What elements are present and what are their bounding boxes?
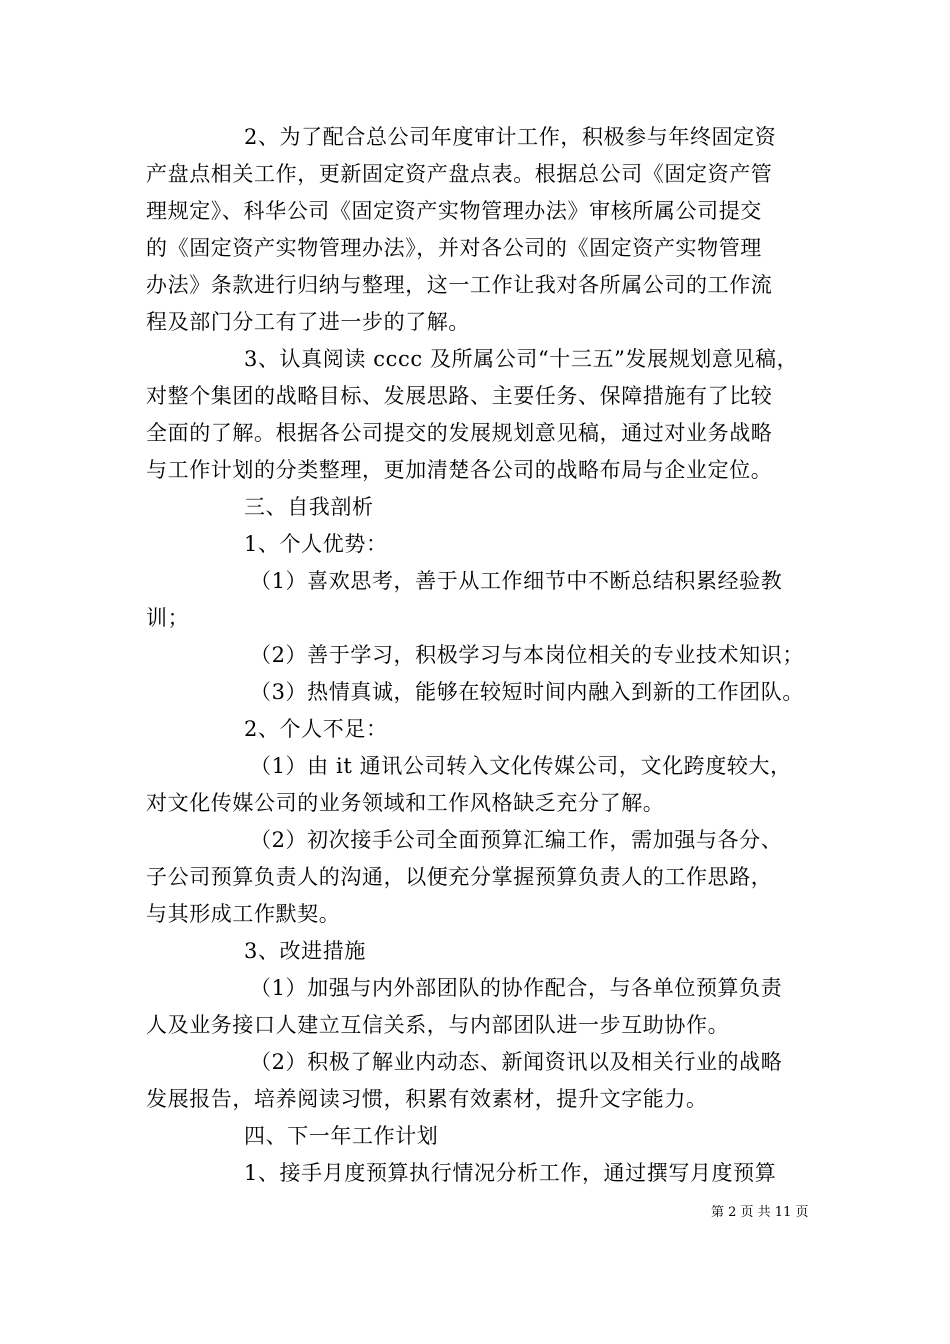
paragraph-line: 与工作计划的分类整理，更加清楚各公司的战略布局与企业定位。 [146,458,773,482]
list-item: （1）由 it 通讯公司转入文化传媒公司，文化跨度较大， [250,754,792,778]
paragraph-line: 2、为了配合总公司年度审计工作，积极参与年终固定资 [244,125,777,149]
paragraph-line: 1、接手月度预算执行情况分析工作，通过撰写月度预算 [244,1161,777,1185]
paragraph-line: 办法》条款进行归纳与整理，这一工作让我对各所属公司的工作流 [146,273,773,297]
section-heading: 三、自我剖析 [244,495,374,519]
paragraph-line: 产盘点相关工作，更新固定资产盘点表。根据总公司《固定资产管 [146,162,773,186]
list-item-continuation: 与其形成工作默契。 [146,902,341,926]
paragraph-line: 理规定》、科华公司《固定资产实物管理办法》审核所属公司提交 [146,199,762,223]
paragraph-line: 对整个集团的战略目标、发展思路、主要任务、保障措施有了比较 [146,384,773,408]
page-footer: 第 2 页 共 11 页 [711,1205,809,1220]
list-item: （2）善于学习，积极学习与本岗位相关的专业技术知识； [250,643,804,667]
paragraph-line: 程及部门分工有了进一步的了解。 [146,310,470,334]
list-item-continuation: 子公司预算负责人的沟通，以便充分掌握预算负责人的工作思路， [146,865,773,889]
list-item-continuation: 发展报告，培养阅读习惯，积累有效素材，提升文字能力。 [146,1087,708,1111]
list-item: （3）热情真诚，能够在较短时间内融入到新的工作团队。 [250,680,804,704]
subsection-heading: 1、个人优势： [244,532,388,556]
list-item: （1）加强与内外部团队的协作配合，与各单位预算负责 [250,976,783,1000]
list-item: （1）喜欢思考，善于从工作细节中不断总结积累经验教 [250,569,783,593]
paragraph-line: 的《固定资产实物管理办法》，并对各公司的《固定资产实物管理 [146,236,762,260]
list-item: （2）初次接手公司全面预算汇编工作，需加强与各分、 [250,828,783,852]
section-heading: 四、下一年工作计划 [244,1124,439,1148]
list-item-continuation: 人及业务接口人建立互信关系，与内部团队进一步互助协作。 [146,1013,730,1037]
list-item-continuation: 对文化传媒公司的业务领域和工作风格缺乏充分了解。 [146,791,665,815]
subsection-heading: 3、改进措施 [244,939,366,963]
paragraph-line: 3、认真阅读 cccc 及所属公司“十三五”发展规划意见稿， [244,347,799,371]
subsection-heading: 2、个人不足： [244,717,388,741]
paragraph-line: 全面的了解。根据各公司提交的发展规划意见稿，通过对业务战略 [146,421,773,445]
list-item: （2）积极了解业内动态、新闻资讯以及相关行业的战略 [250,1050,783,1074]
list-item-continuation: 训； [146,606,190,630]
